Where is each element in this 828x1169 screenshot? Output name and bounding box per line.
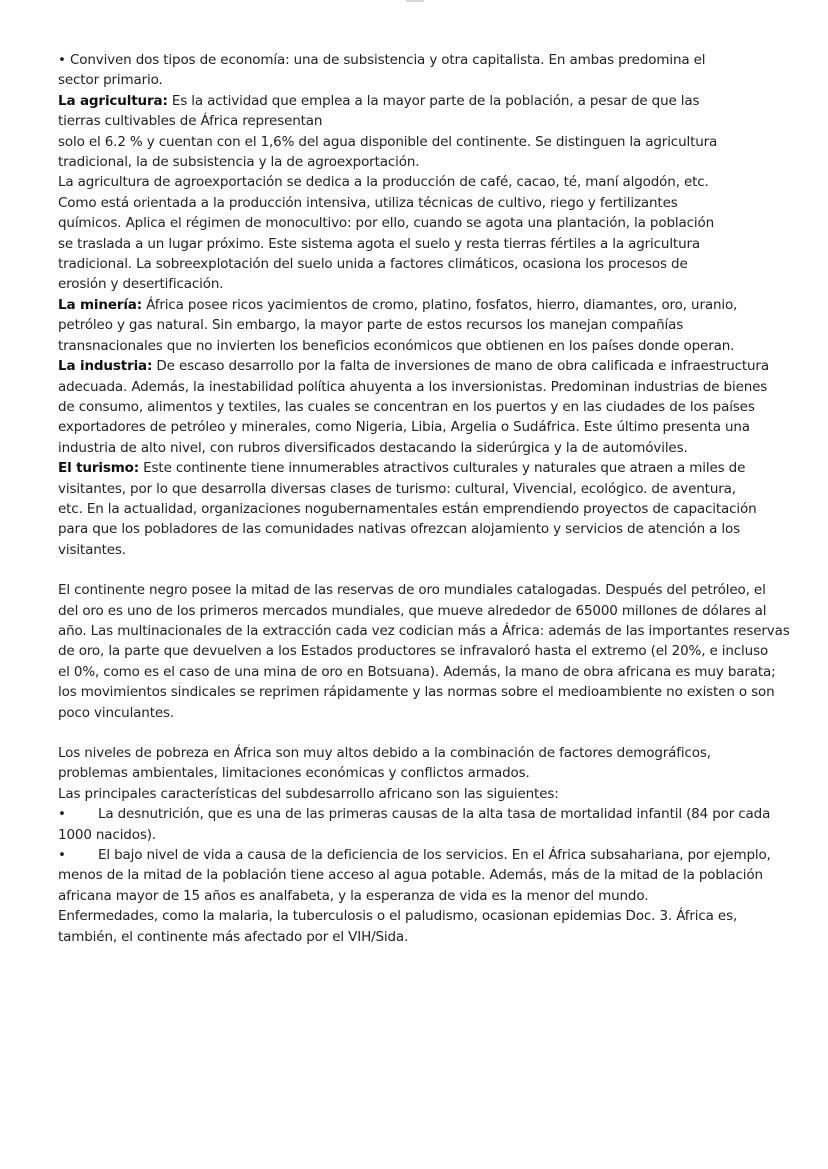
text-line: • Conviven dos tipos de economía: una de subsistencia y otra capitalista. En ambas predomina el xyxy=(58,52,706,68)
text-line xyxy=(58,804,793,824)
bullet-marker: • xyxy=(58,806,66,823)
text-line: visitantes, por lo que desarrolla diversas clases de turismo: cultural, Vivencial, ecológico. de aventura, xyxy=(58,480,736,497)
text-line xyxy=(58,91,793,111)
bullet-text: El bajo nivel de vida a causa de la deficiencia de los servicios. En el África subsahariana, por ejemplo, xyxy=(98,847,771,864)
bullet-marker: • xyxy=(58,847,66,864)
section-heading: La agricultura: xyxy=(58,92,168,109)
section-heading: La industria: xyxy=(58,358,153,375)
text-line: etc. En la actualidad, organizaciones nogubernamentales están emprendiendo proyectos de capacitación xyxy=(58,500,757,517)
text-line xyxy=(58,458,793,478)
section-text: Este continente tiene innumerables atractivos culturales y naturales que atraen a miles de xyxy=(139,460,746,477)
paragraph-gap xyxy=(58,560,793,580)
text-line xyxy=(58,295,793,315)
text-line: menos de la mitad de la población tiene acceso al agua potable. Además, más de la mitad de la población xyxy=(58,867,763,884)
text-line: también, el continente más afectado por el VIH/Sida. xyxy=(58,928,409,945)
text-line: solo el 6.2 % y cuentan con el 1,6% del agua disponible del continente. Se distinguen la agricultura xyxy=(58,133,718,150)
text-line: petróleo y gas natural. Sin embargo, la mayor parte de estos recursos los manejan compañías xyxy=(58,317,684,334)
text-line: adecuada. Además, la inestabilidad política ahuyenta a los inversionistas. Predominan industrias de bienes xyxy=(58,378,768,395)
section-heading: El turismo: xyxy=(58,460,140,477)
text-line: visitantes. xyxy=(58,541,126,558)
text-line: transnacionales que no invierten los beneficios económicos que obtienen en los países donde operan. xyxy=(58,337,735,354)
text-line: de consumo, alimentos y textiles, las cuales se concentran en los puertos y en las ciudades de los países xyxy=(58,398,755,415)
text-line: exportadores de petróleo y minerales, como Nigeria, Libia, Argelia o Sudáfrica. Este último presenta una xyxy=(58,419,750,436)
text-line: para que los pobladores de las comunidades nativas ofrezcan alojamiento y servicios de atención a los xyxy=(58,521,740,538)
text-line: africana mayor de 15 años es analfabeta, y la esperanza de vida es la menor del mundo. xyxy=(58,887,649,904)
text-line: sector primario. xyxy=(58,72,163,89)
text-line: Las principales características del subdesarrollo africano son las siguientes: xyxy=(58,785,559,802)
text-line: La agricultura de agroexportación se dedica a la producción de café, cacao, té, maní algodón, etc. xyxy=(58,174,709,191)
text-line: del oro es uno de los primeros mercados mundiales, que mueve alrededor de 65000 millones de dólares al xyxy=(58,602,767,619)
text-line: poco vinculantes. xyxy=(58,704,175,721)
text-line: tierras cultivables de África representan xyxy=(58,113,323,130)
document-body xyxy=(58,50,793,947)
text-line: año. Las multinacionales de la extracción cada vez codician más a África: además de las importantes reservas xyxy=(58,622,790,639)
bullet-text: La desnutrición, que es una de las primeras causas de la alta tasa de mortalidad infantil (84 por cada xyxy=(98,806,771,823)
section-text: De escaso desarrollo por la falta de inversiones de mano de obra calificada e infraestructura xyxy=(152,358,769,375)
text-line: los movimientos sindicales se reprimen rápidamente y las normas sobre el medioambiente no existen o son xyxy=(58,684,775,701)
text-line: químicos. Aplica el régimen de monocultivo: por ello, cuando se agota una plantación, la población xyxy=(58,215,714,232)
text-line: de oro, la parte que devuelven a los Estados productores se infravaloró hasta el extremo (el 20%, e incluso xyxy=(58,643,769,660)
text-line: Los niveles de pobreza en África son muy altos debido a la combinación de factores demográficos, xyxy=(58,745,711,761)
text-line xyxy=(58,845,793,865)
text-line: tradicional, la de subsistencia y la de agroexportación. xyxy=(58,154,420,171)
text-line: Enfermedades, como la malaria, la tuberculosis o el paludismo, ocasionan epidemias Doc. 3. África es, xyxy=(58,908,738,925)
text-line: erosión y desertificación. xyxy=(58,276,224,293)
paragraph-gap xyxy=(58,723,793,743)
text-line xyxy=(58,356,793,376)
text-line: El continente negro posee la mitad de las reservas de oro mundiales catalogadas. Después del petróleo, el xyxy=(58,582,766,599)
section-text: África posee ricos yacimientos de cromo, platino, fosfatos, hierro, diamantes, oro, uranio, xyxy=(142,296,738,313)
section-heading: La minería: xyxy=(58,296,143,313)
text-line: 1000 nacidos). xyxy=(58,826,156,843)
text-line: industria de alto nivel, con rubros diversificados destacando la siderúrgica y la de automóviles. xyxy=(58,439,688,456)
text-line: se traslada a un lugar próximo. Este sistema agota el suelo y resta tierras fértiles a la agricultura xyxy=(58,235,700,252)
text-line: Como está orientada a la producción intensiva, utiliza técnicas de cultivo, riego y fertilizantes xyxy=(58,194,678,211)
text-line: problemas ambientales, limitaciones económicas y conflictos armados. xyxy=(58,765,530,782)
section-text: Es la actividad que emplea a la mayor parte de la población, a pesar de que las xyxy=(167,92,700,109)
text-line: el 0%, como es el caso de una mina de oro en Botsuana). Además, la mano de obra africana es muy barata; xyxy=(58,663,776,680)
text-line: tradicional. La sobreexplotación del suelo unida a factores climáticos, ocasiona los procesos de xyxy=(58,256,688,273)
page-top-edge-mark xyxy=(406,0,424,2)
